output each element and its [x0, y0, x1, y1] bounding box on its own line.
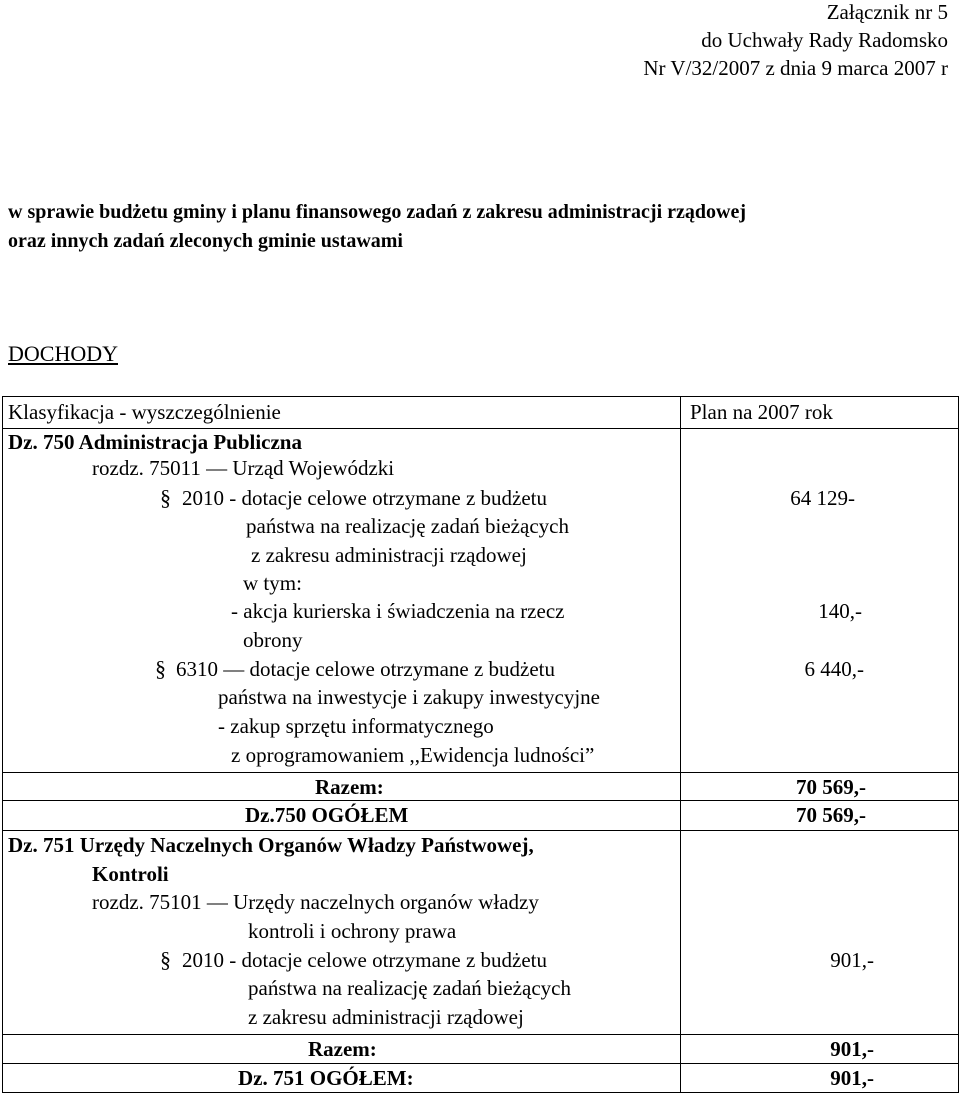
p2010-751-value: 901,- — [830, 948, 874, 972]
total-value-751: 901,- — [830, 1066, 874, 1090]
division-751-title-line-1: Dz. 751 Urzędy Naczelnych Organów Władzy Państwowej, — [8, 833, 534, 857]
division-750-title: Dz. 750 Administracja Publiczna — [8, 430, 302, 454]
paragraph-symbol: § — [155, 656, 166, 681]
resolution-reference: do Uchwały Rady Radomsko — [701, 28, 948, 52]
p2010-751-line-3: z zakresu administracji rządowej — [248, 1005, 524, 1029]
table-border-left — [2, 396, 3, 1093]
division-751-title-line-2: Kontroli — [92, 862, 169, 886]
subject-line-1: w sprawie budżetu gminy i planu finansowego zadań z zakresu administracji rządowej — [8, 201, 746, 223]
subtotal-label-751: Razem: — [308, 1037, 377, 1061]
p2010-751-line-2: państwa na realizację zadań bieżących — [248, 976, 571, 1000]
p6310-line-3: - zakup sprzętu informatycznego — [218, 714, 494, 738]
total-label-751: Dz. 751 OGÓŁEM: — [238, 1066, 414, 1090]
resolution-number-date: Nr V/32/2007 z dnia 9 marca 2007 r — [643, 56, 948, 80]
p2010-line-2: państwa na realizację zadań bieżących — [246, 514, 569, 538]
column-header-classification: Klasyfikacja - wyszczególnienie — [8, 400, 281, 424]
p6310-value: 6 440,- — [804, 657, 864, 681]
subtotal-label-750: Razem: — [315, 775, 384, 799]
column-divider — [680, 396, 681, 1093]
courier-action-line-1: - akcja kurierska i świadczenia na rzecz — [231, 599, 565, 623]
p2010-line-3: z zakresu administracji rządowej — [251, 543, 527, 567]
paragraph-symbol: § — [160, 947, 171, 972]
paragraph-symbol: § — [160, 485, 171, 510]
p2010-751-line-1: 2010 - dotacje celowe otrzymane z budżetu — [182, 948, 548, 972]
p6310-line-1: 6310 — dotacje celowe otrzymane z budżetu — [176, 657, 556, 681]
p6310-line-2: państwa na inwestycje i zakupy inwestycyjne — [218, 685, 600, 709]
subject-line-2: oraz innych zadań zleconych gminie ustawami — [8, 230, 403, 252]
attachment-number: Załącznik nr 5 — [826, 0, 948, 24]
table-border-bottom — [2, 1092, 958, 1093]
total-label-750: Dz.750 OGÓŁEM — [245, 803, 409, 827]
chapter-75101-line-1: rozdz. 75101 — Urzędy naczelnych organów władzy — [92, 890, 539, 914]
table-border-top — [2, 396, 958, 397]
of-which-label: w tym: — [243, 571, 302, 595]
total-value-750: 70 569,- — [796, 803, 866, 827]
courier-action-line-2: obrony — [243, 628, 303, 652]
section-title: DOCHODY — [8, 341, 118, 366]
chapter-75011: rozdz. 75011 — Urząd Wojewódzki — [92, 456, 395, 480]
p2010-value: 64 129- — [790, 486, 855, 510]
p2010-line-1: 2010 - dotacje celowe otrzymane z budżetu — [182, 486, 548, 510]
divider-total-751 — [2, 1063, 958, 1064]
p6310-line-4: z oprogramowaniem ,,Ewidencja ludności” — [231, 743, 595, 767]
subtotal-value-750: 70 569,- — [796, 775, 866, 799]
subtotal-value-751: 901,- — [830, 1037, 874, 1061]
courier-action-value: 140,- — [818, 599, 862, 623]
divider-razem-751 — [2, 1034, 958, 1035]
column-header-plan: Plan na 2007 rok — [690, 400, 833, 424]
table-border-right — [958, 396, 959, 1093]
chapter-75101-line-2: kontroli i ochrony prawa — [248, 919, 457, 943]
